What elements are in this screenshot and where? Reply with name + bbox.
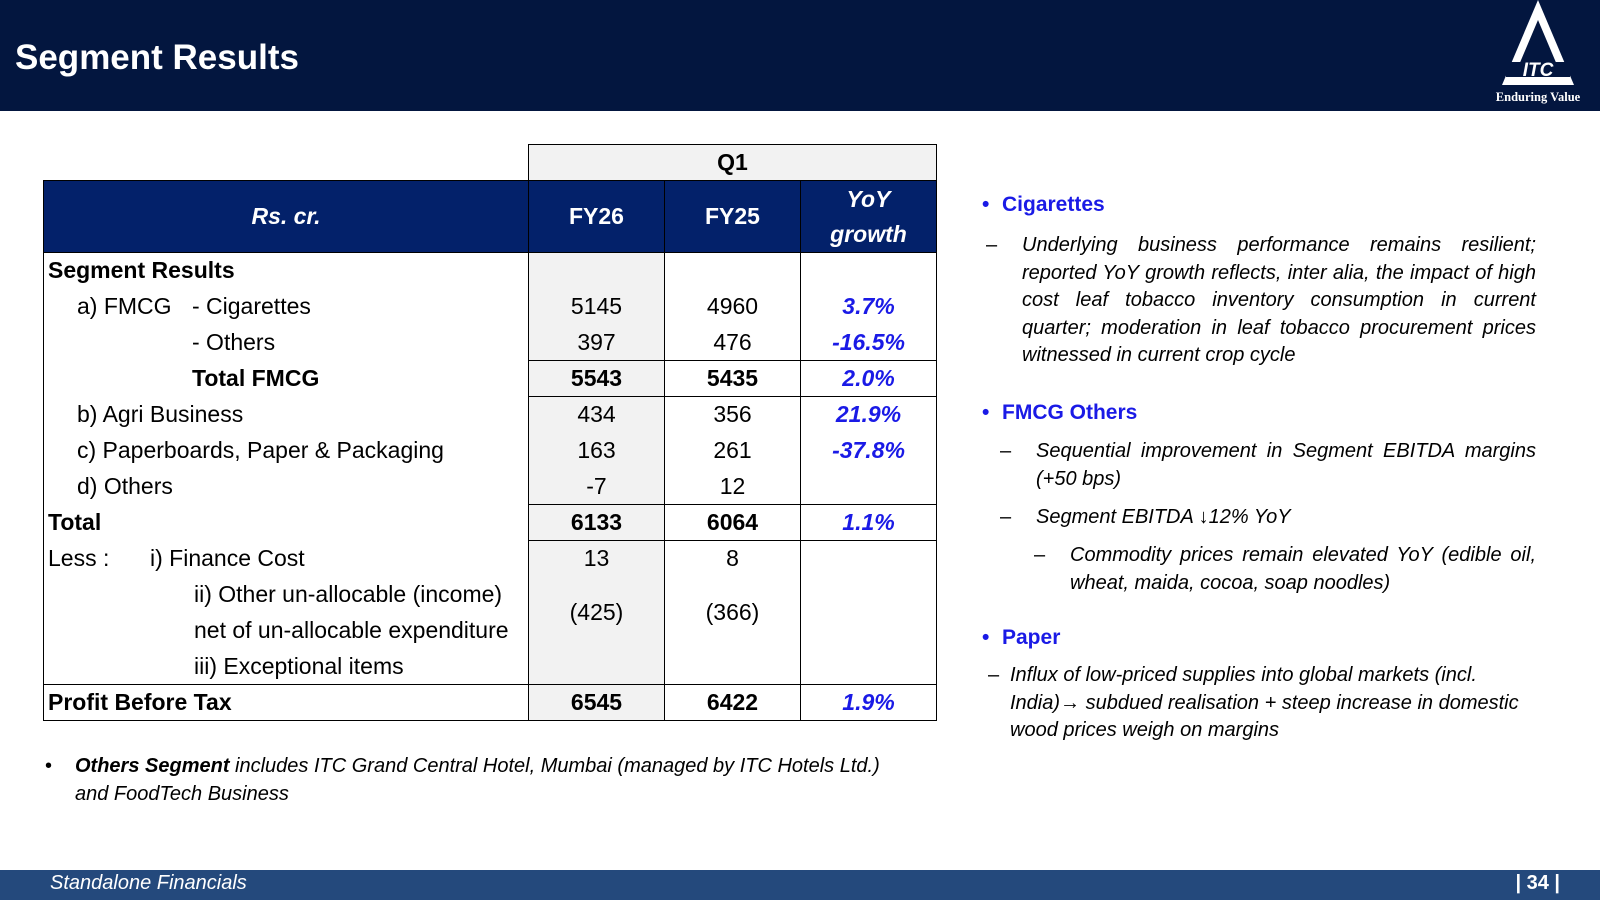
- header-bar: [0, 0, 1600, 111]
- others-segment-note: • Others Segment includes ITC Grand Central Hotel, Mumbai (managed by ITC Hotels Ltd.) and FoodTech Business: [45, 755, 880, 805]
- fy25-header: FY25: [665, 181, 801, 253]
- page-title: Segment Results: [15, 38, 299, 77]
- table-row: c) Paperboards, Paper & Packaging 163 261 -37.8%: [44, 433, 937, 469]
- bullet-cigarettes: • Cigarettes: [982, 193, 1105, 216]
- bullet-paper: • Paper: [982, 626, 1061, 649]
- fmcg-others-point-2: – Segment EBITDA ↓12% YoY: [1000, 506, 1291, 528]
- paper-point: – Influx of low-priced supplies into global markets (incl. India)→ subdued realisation + steep increase in domestic wood prices weigh on margins: [988, 664, 1519, 741]
- section-title: Segment Results: [44, 253, 529, 289]
- table-row: Total FMCG 5543 5435 2.0%: [44, 361, 937, 397]
- fy26-header: FY26: [529, 181, 665, 253]
- fmcg-others-subpoint: – Commodity prices remain elevated YoY (edible oil, wheat, maida, cocoa, soap noodles): [1034, 544, 1536, 594]
- table-row: ii) Other un-allocable (income) (425) (366): [44, 577, 937, 613]
- table-row: Total 6133 6064 1.1%: [44, 505, 937, 541]
- yoy-header: YoY growth: [801, 181, 937, 253]
- table-row: - Others 397 476 -16.5%: [44, 325, 937, 361]
- bullet-fmcg-others: • FMCG Others: [982, 401, 1138, 424]
- page-number: | 34 |: [1515, 872, 1560, 894]
- table-row: net of un-allocable expenditure: [44, 613, 937, 649]
- table-row: d) Others -7 12: [44, 469, 937, 505]
- fmcg-others-point-1: – Sequential improvement in Segment EBITDA margins (+50 bps): [1000, 440, 1536, 490]
- period-header: Q1: [529, 145, 937, 181]
- footer-bar: [0, 870, 1600, 900]
- segment-results-table: [43, 144, 937, 721]
- logo-tagline: Enduring Value: [1495, 90, 1581, 104]
- table-row: Profit Before Tax 6545 6422 1.9%: [44, 685, 937, 721]
- table-row: Less : i) Finance Cost 13 8: [44, 541, 937, 577]
- itc-logo: [1490, 0, 1586, 111]
- itc-logo-icon: [1498, 0, 1578, 88]
- table-row: iii) Exceptional items: [44, 649, 937, 685]
- footer-section-label: Standalone Financials: [50, 872, 247, 894]
- unit-header: Rs. cr.: [44, 181, 529, 253]
- table-row: [44, 253, 937, 289]
- cigarettes-point: – Underlying business performance remains resilient; reported YoY growth reflects, inter alia, the impact of high cost leaf tobacco inventory consumption in current quarter; moderation in leaf tobacco procurement prices witnessed in current crop cycle: [986, 234, 1536, 366]
- svg-text:ITC: ITC: [1522, 60, 1554, 81]
- table-row: b) Agri Business 434 356 21.9%: [44, 397, 937, 433]
- table-row: a) FMCG - Cigarettes 5145 4960 3.7%: [44, 289, 937, 325]
